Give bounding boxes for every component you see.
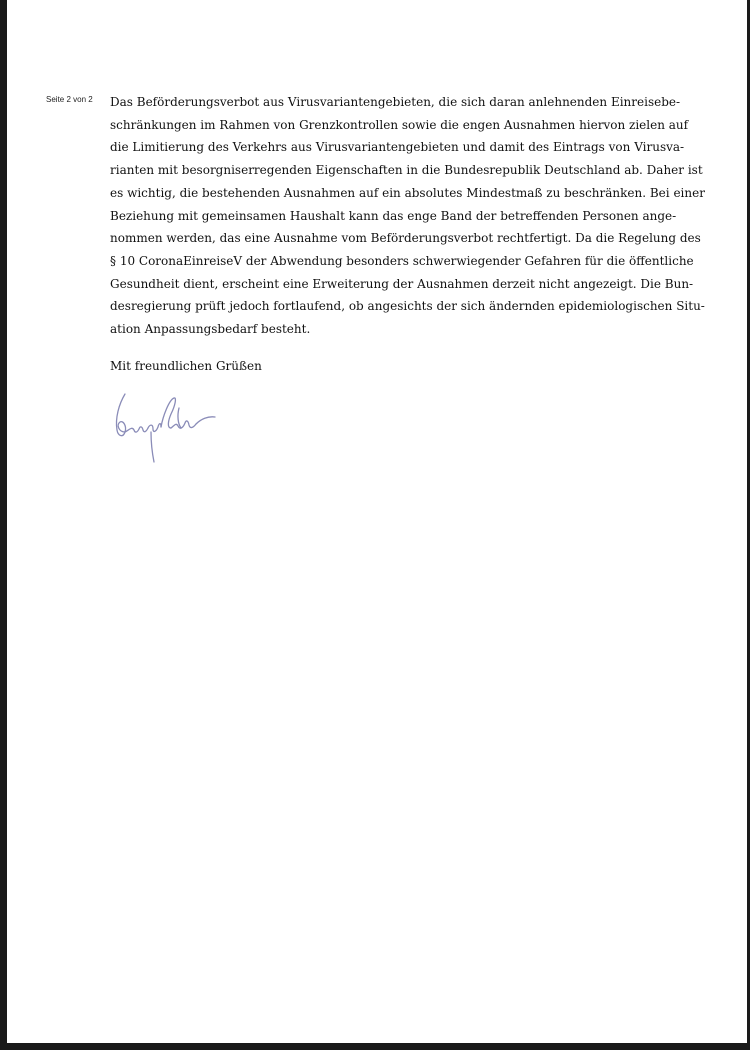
body-line: es wichtig, die bestehenden Ausnahmen auf ein absolutes Mindestmaß zu beschränken. Bei einer	[110, 185, 705, 200]
body-line: Gesundheit dient, erscheint eine Erweiterung der Ausnahmen derzeit nicht angezeigt. Die Bun-	[110, 276, 694, 291]
document-page	[7, 0, 747, 1043]
closing-salutation: Mit freundlichen Grüßen	[110, 359, 262, 373]
letter-body	[110, 91, 705, 341]
body-line: Beziehung mit gemeinsamen Haushalt kann das enge Band der betreffenden Personen ange-	[110, 208, 677, 223]
handwritten-signature	[111, 386, 221, 466]
body-line: Das Beförderungsverbot aus Virusvariantengebieten, die sich daran anlehnenden Einreisebe-	[110, 95, 681, 109]
body-line: nommen werden, das eine Ausnahme vom Beförderungsverbot rechtfertigt. Da die Regelung des	[110, 231, 701, 246]
body-line: desregierung prüft jedoch fortlaufend, ob angesichts der sich ändernden epidemiologischen Situ-	[110, 299, 705, 314]
body-line: ation Anpassungsbedarf besteht.	[110, 322, 311, 337]
page-number: Seite 2 von 2	[46, 95, 93, 104]
body-line: schränkungen im Rahmen von Grenzkontrollen sowie die engen Ausnahmen hiervon zielen auf	[110, 117, 689, 132]
body-line: die Limitierung des Verkehrs aus Virusvariantengebieten und damit des Eintrags von Virusva-	[110, 140, 685, 155]
body-line: rianten mit besorgniserregenden Eigenschaften in die Bundesrepublik Deutschland ab. Daher ist	[110, 163, 703, 178]
body-line: § 10 CoronaEinreiseV der Abwendung besonders schwerwiegender Gefahren für die öffentliche	[110, 253, 694, 268]
